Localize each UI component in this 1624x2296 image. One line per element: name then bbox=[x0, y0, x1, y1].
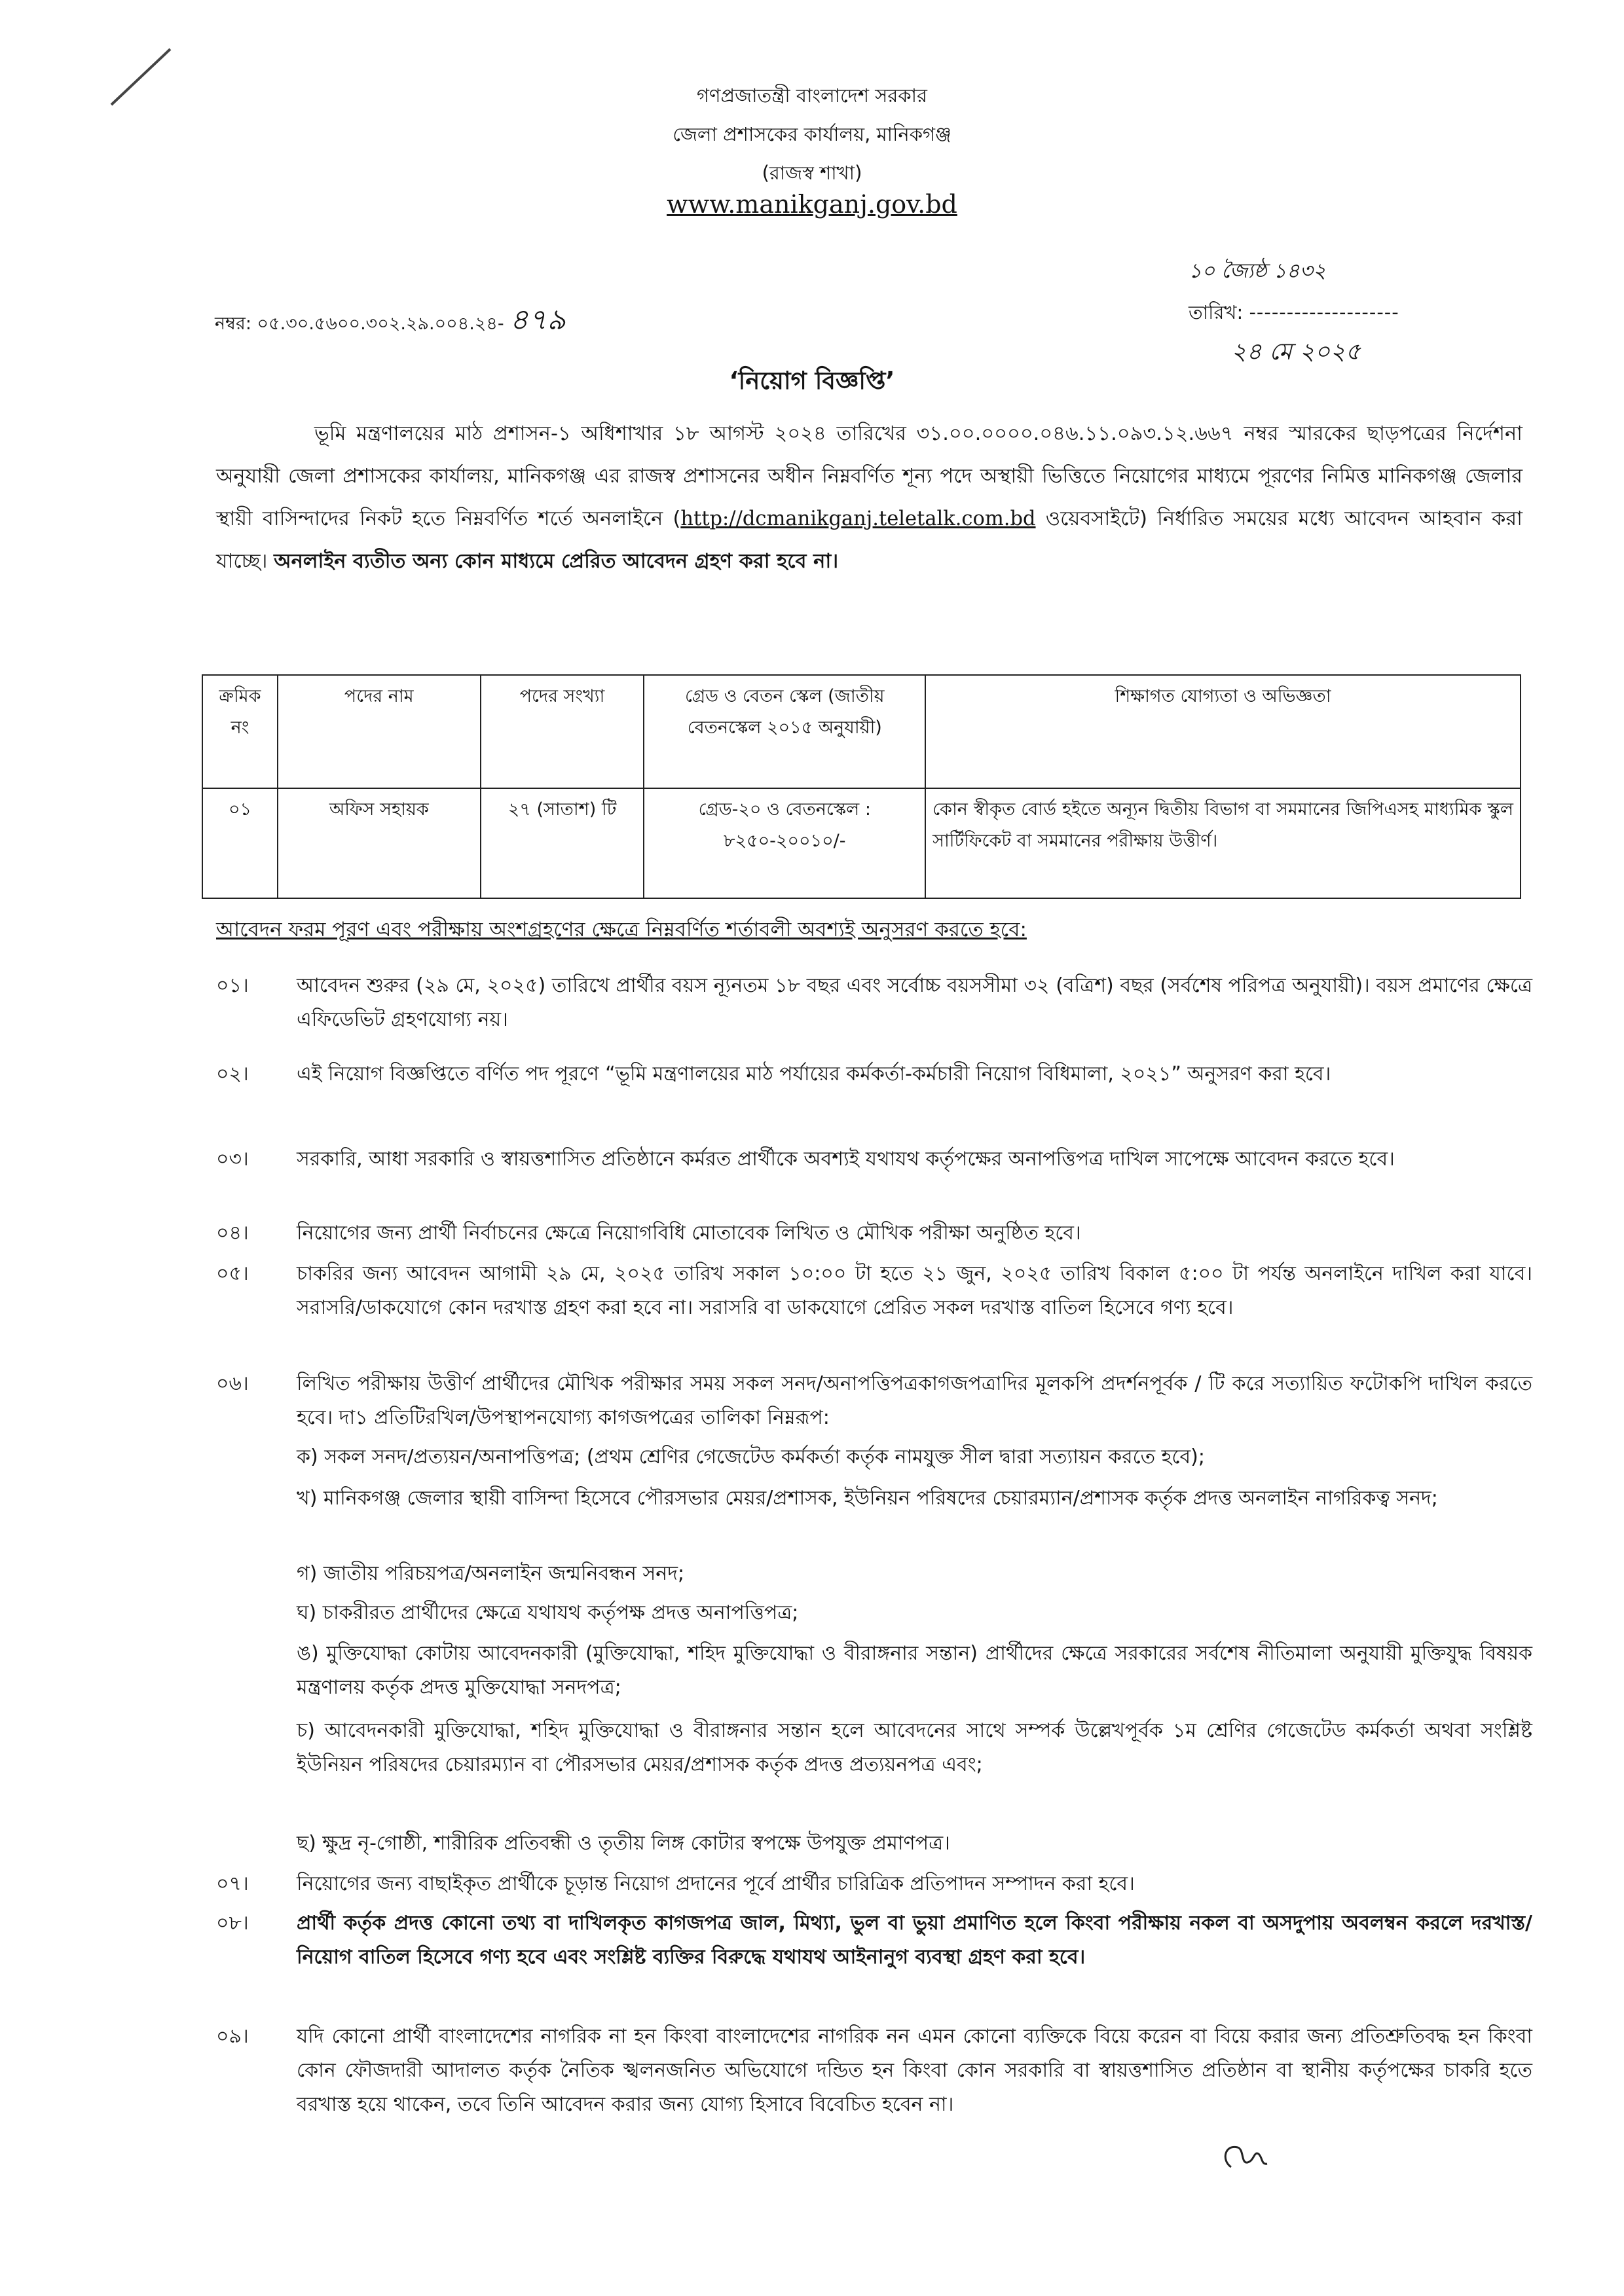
date-label-text: তারিখ: bbox=[1189, 301, 1244, 323]
teletalk-link[interactable]: http://dcmanikganj.teletalk.com.bd bbox=[680, 507, 1036, 530]
condition-item bbox=[216, 1257, 1532, 1362]
sub-item-ka bbox=[216, 1440, 1532, 1476]
date-english: ২৪ মে ২০২৫ bbox=[1231, 338, 1361, 365]
condition-item bbox=[216, 969, 1532, 1041]
cell-qualification: কোন স্বীকৃত বোর্ড হইতে অন্যূন দ্বিতীয় বিভাগ বা সমমানের জিপিএসহ মাধ্যমিক স্কুল সার্টিফিকেট বা সমমানের পরীক্ষায় উত্তীর্ণ। bbox=[925, 788, 1521, 898]
sub-item-cha bbox=[216, 1714, 1532, 1819]
condition-item bbox=[216, 1867, 1532, 1903]
condition-text: যদি কোনো প্রার্থী বাংলাদেশের নাগরিক না হন কিংবা বাংলাদেশের নাগরিক নন এমন কোনো ব্যক্তিকে বিয়ে করেন বা বিয়ে করার জন্য প্রতিশ্রুতিবদ্ধ হন কিংবা কোন ফৌজদারী আদালত কর্তৃক নৈতিক স্খলনজনিত অভিযোগে দন্ডিত হন কিংবা কোন সরকারি বা স্বায়ত্তশাসিত প্রতিষ্ঠান বা স্থানীয় কর্তৃপক্ষের চাকরি হতে বরখাস্ত হয়ে থাকেন, তবে তিনি আবেদন করার জন্য যোগ্য হিসাবে বিবেচিত হবেন না। bbox=[297, 2025, 1532, 2116]
memo-number-handwritten: ৪৭৯ bbox=[509, 303, 566, 337]
condition-number: ০৯। bbox=[216, 2025, 249, 2048]
condition-item bbox=[216, 1367, 1532, 1439]
condition-text: নিয়োগের জন্য বাছাইকৃত প্রার্থীকে চূড়ান্ত নিয়োগ প্রদানের পূর্বে প্রার্থীর চারিত্রিক প্রতিপাদন সম্পাদন করা হবে। bbox=[297, 1872, 1135, 1895]
col-post-count: পদের সংখ্যা bbox=[481, 675, 644, 788]
cell-post-name: অফিস সহায়ক bbox=[278, 788, 481, 898]
sub-item-text: গ) জাতীয় পরিচয়পত্র/অনলাইন জন্মনিবন্ধন সনদ; bbox=[297, 1562, 685, 1585]
date-bangla-text: ১০ জ্যৈষ্ঠ ১৪৩২ bbox=[1189, 259, 1326, 283]
condition-item bbox=[216, 1142, 1532, 1214]
condition-number: ০৪। bbox=[216, 1222, 249, 1245]
col-grade-scale: গ্রেড ও বেতন স্কেল (জাতীয় বেতনস্কেল ২০১৫ অনুযায়ী) bbox=[644, 675, 925, 788]
cell-grade-scale: গ্রেড-২০ ও বেতনস্কেল : ৮২৫০-২০০১০/- bbox=[644, 788, 925, 898]
condition-item bbox=[216, 2020, 1532, 2160]
section-name: (রাজস্ব শাখা) bbox=[762, 162, 862, 184]
website-link[interactable]: www.manikganj.gov.bd bbox=[667, 190, 957, 219]
sub-item-gha bbox=[216, 1596, 1532, 1632]
intro-text: ভূমি মন্ত্রণালয়ের মাঠ প্রশাসন-১ অধিশাখার ১৮ আগস্ট ২০২৪ তারিখের ৩১.০০.০০০০.০৪৬.১১.০৯৩.১২.৬৬৭ নম্বর স্মারকের ছাড়পত্রের নির্দেশনা অনুযায়ী জেলা প্রশাসকের কার্যালয়, মানিকগঞ্জ এর রাজস্ব প্রশাসনের অধীন নিম্নবর্ণিত শূন্য পদে অস্থায়ী ভিত্তিতে নিয়োগের মাধ্যমে পূরণের নিমিত্ত মানিকগঞ্জ জেলার স্থায়ী বাসিন্দাদের নিকট হতে নিম্নবর্ণিত শর্তে অনলাইনে ( bbox=[216, 422, 1522, 530]
condition-number: ০৫। bbox=[216, 1262, 249, 1285]
condition-text-bold: প্রার্থী কর্তৃক প্রদত্ত কোনো তথ্য বা দাখিলকৃত কাগজপত্র জাল, মিথ্যা, ভুল বা ভুয়া প্রমাণিত হলে কিংবা পরীক্ষায় নকল বা অসদুপায় অবলম্বন করলে দরখাস্ত/নিয়োগ বাতিল হিসেবে গণ্য হবে এবং সংশ্লিষ্ট ব্যক্তির বিরুদ্ধে যথাযথ আইনানুগ ব্যবস্থা গ্রহণ করা হবে। bbox=[297, 1912, 1532, 1969]
condition-number: ০৬। bbox=[216, 1372, 249, 1395]
date-bangla bbox=[1189, 255, 1326, 289]
sub-item-text: ক) সকল সনদ/প্রত্যয়ন/অনাপত্তিপত্র; (প্রথম শ্রেণির গেজেটেড কর্মকর্তা কর্তৃক নামযুক্ত সীল দ্বারা সত্যায়ন করতে হবে); bbox=[297, 1446, 1205, 1468]
intro-text-2: ওয়েবসাইটে) নির্ধারিত সময়ের মধ্যে আবেদন আহবান করা যাচ্ছে। bbox=[216, 507, 1522, 573]
vacancy-table bbox=[202, 674, 1521, 899]
table-row bbox=[202, 788, 1521, 898]
condition-text: নিয়োগের জন্য প্রার্থী নির্বাচনের ক্ষেত্রে নিয়োগবিধি মোতাবেক লিখিত ও মৌখিক পরীক্ষা অনুষ্ঠিত হবে। bbox=[297, 1222, 1081, 1245]
sub-item-text: খ) মানিকগঞ্জ জেলার স্থায়ী বাসিন্দা হিসেবে পৌরসভার মেয়র/প্রশাসক, ইউনিয়ন পরিষদের চেয়ারম্যান/প্রশাসক কর্তৃক প্রদত্ত অনলাইন নাগরিকত্ব সনদ; bbox=[297, 1487, 1438, 1510]
condition-text: এই নিয়োগ বিজ্ঞপ্তিতে বর্ণিত পদ পূরণে “ভূমি মন্ত্রণালয়ের মাঠ পর্যায়ের কর্মকর্তা-কর্মচারী নিয়োগ বিধিমালা, ২০২১” অনুসরণ করা হবে। bbox=[297, 1063, 1331, 1085]
condition-item bbox=[216, 1216, 1532, 1252]
sub-item-text: ঙ) মুক্তিযোদ্ধা কোটায় আবেদনকারী (মুক্তিযোদ্ধা, শহিদ মুক্তিযোদ্ধা ও বীরাঙ্গনার সন্তান) প্রার্থীদের ক্ষেত্রে সরকারের সর্বশেষ নীতিমালা অনুযায়ী মুক্তিযুদ্ধ বিষয়ক মন্ত্রণালয় কর্তৃক প্রদত্ত মুক্তিযোদ্ধা সনদপত্র; bbox=[297, 1642, 1532, 1699]
condition-number: ০৭। bbox=[216, 1872, 249, 1895]
notice-title: ‘নিয়োগ বিজ্ঞপ্তি’ bbox=[729, 367, 895, 395]
col-serial: ক্রমিক নং bbox=[202, 675, 278, 788]
date-label: তারিখ: -------------------- bbox=[1189, 301, 1399, 323]
condition-number: ০১। bbox=[216, 974, 249, 997]
initials-signature bbox=[1218, 2131, 1277, 2177]
condition-text: লিখিত পরীক্ষায় উত্তীর্ণ প্রার্থীদের মৌখিক পরীক্ষার সময় সকল সনদ/অনাপত্তিপত্রকাগজপত্রাদির মূলকপি প্রদর্শনপূর্বক / টি করে সত্যায়িত ফটোকপি দাখিল করতে হবে। দা১ প্রতিটিরখিল/উপস্থাপনযোগ্য কাগজপত্রের তালিকা নিম্নরূপ: bbox=[297, 1372, 1532, 1429]
intro-bold-note: অনলাইন ব্যতীত অন্য কোন মাধ্যমে প্রেরিত আবেদন গ্রহণ করা হবে না। bbox=[274, 550, 839, 573]
sub-item-chha bbox=[216, 1827, 1532, 1863]
sub-item-text: ছ) ক্ষুদ্র নৃ-গোষ্ঠী, শারীরিক প্রতিবন্ধী ও তৃতীয় লিঙ্গ কোটার স্বপক্ষে উপযুক্ত প্রমাণপত্র। bbox=[297, 1832, 950, 1855]
col-qualification: শিক্ষাগত যোগ্যতা ও অভিজ্ঞতা bbox=[925, 675, 1521, 788]
sub-item-text: চ) আবেদনকারী মুক্তিযোদ্ধা, শহিদ মুক্তিযোদ্ধা ও বীরাঙ্গনার সন্তান হলে আবেদনের সাথে সম্পর্ক উল্লেখপূর্বক ১ম শ্রেণির গেজেটেড কর্মকর্তা অথবা সংশ্লিষ্ট ইউনিয়ন পরিষদের চেয়ারম্যান বা পৌরসভার মেয়র/প্রশাসক কর্তৃক প্রদত্ত প্রত্যয়নপত্র এবং; bbox=[297, 1719, 1532, 1776]
sub-item-uma bbox=[216, 1637, 1532, 1709]
sub-item-text: ঘ) চাকরীরত প্রার্থীদের ক্ষেত্রে যথাযথ কর্তৃপক্ষ প্রদত্ত অনাপত্তিপত্র; bbox=[297, 1601, 799, 1624]
condition-number: ০২। bbox=[216, 1063, 249, 1085]
condition-text: চাকরির জন্য আবেদন আগামী ২৯ মে, ২০২৫ তারিখ সকাল ১০:০০ টা হতে ২১ জুন, ২০২৫ তারিখ বিকাল ৫:০০ টা পর্যন্ত অনলাইনে দাখিল করা যাবে। সরাসরি/ডাকযোগে কোন দরখাস্ত গ্রহণ করা হবে না। সরাসরি বা ডাকযোগে প্রেরিত সকল দরখাস্ত বাতিল হিসেবে গণ্য হবে। bbox=[297, 1262, 1532, 1319]
memo-number-label: নম্বর: ০৫.৩০.৫৬০০.৩০২.২৯.০০৪.২৪- bbox=[215, 314, 504, 334]
office-name: জেলা প্রশাসকের কার্যালয়, মানিকগঞ্জ bbox=[673, 123, 951, 145]
memo-number bbox=[215, 298, 566, 346]
sub-item-ga bbox=[216, 1557, 1532, 1593]
condition-item bbox=[216, 1057, 1532, 1129]
cell-post-count: ২৭ (সাতাশ) টি bbox=[481, 788, 644, 898]
condition-number: ০৮। bbox=[216, 1912, 249, 1935]
condition-text: সরকারি, আধা সরকারি ও স্বায়ত্তশাসিত প্রতিষ্ঠানে কর্মরত প্রার্থীকে অবশ্যই যথাযথ কর্তৃপক্ষের অনাপত্তিপত্র দাখিল সাপেক্ষে আবেদন করতে হবে। bbox=[297, 1148, 1395, 1171]
instructions-heading: আবেদন ফরম পূরণ এবং পরীক্ষায় অংশগ্রহণের ক্ষেত্রে নিম্নবর্ণিত শর্তাবলী অবশ্যই অনুসরণ করতে হবে: bbox=[216, 918, 1027, 941]
intro-paragraph bbox=[216, 412, 1522, 583]
col-post-name: পদের নাম bbox=[278, 675, 481, 788]
condition-number: ০৩। bbox=[216, 1148, 249, 1171]
sub-item-kha bbox=[216, 1482, 1532, 1554]
gov-name: গণপ্রজাতন্ত্রী বাংলাদেশ সরকার bbox=[696, 84, 928, 107]
condition-text: আবেদন শুরুর (২৯ মে, ২০২৫) তারিখে প্রার্থীর বয়স ন্যূনতম ১৮ বছর এবং সর্বোচ্চ বয়সসীমা ৩২ (বত্রিশ) বছর (সর্বশেষ পরিপত্র অনুযায়ী)। বয়স প্রমাণের ক্ষেত্রে এফিডেভিট গ্রহণযোগ্য নয়। bbox=[297, 974, 1532, 1031]
cell-serial: ০১ bbox=[202, 788, 278, 898]
table-header-row bbox=[202, 675, 1521, 788]
condition-item bbox=[216, 1906, 1532, 2011]
